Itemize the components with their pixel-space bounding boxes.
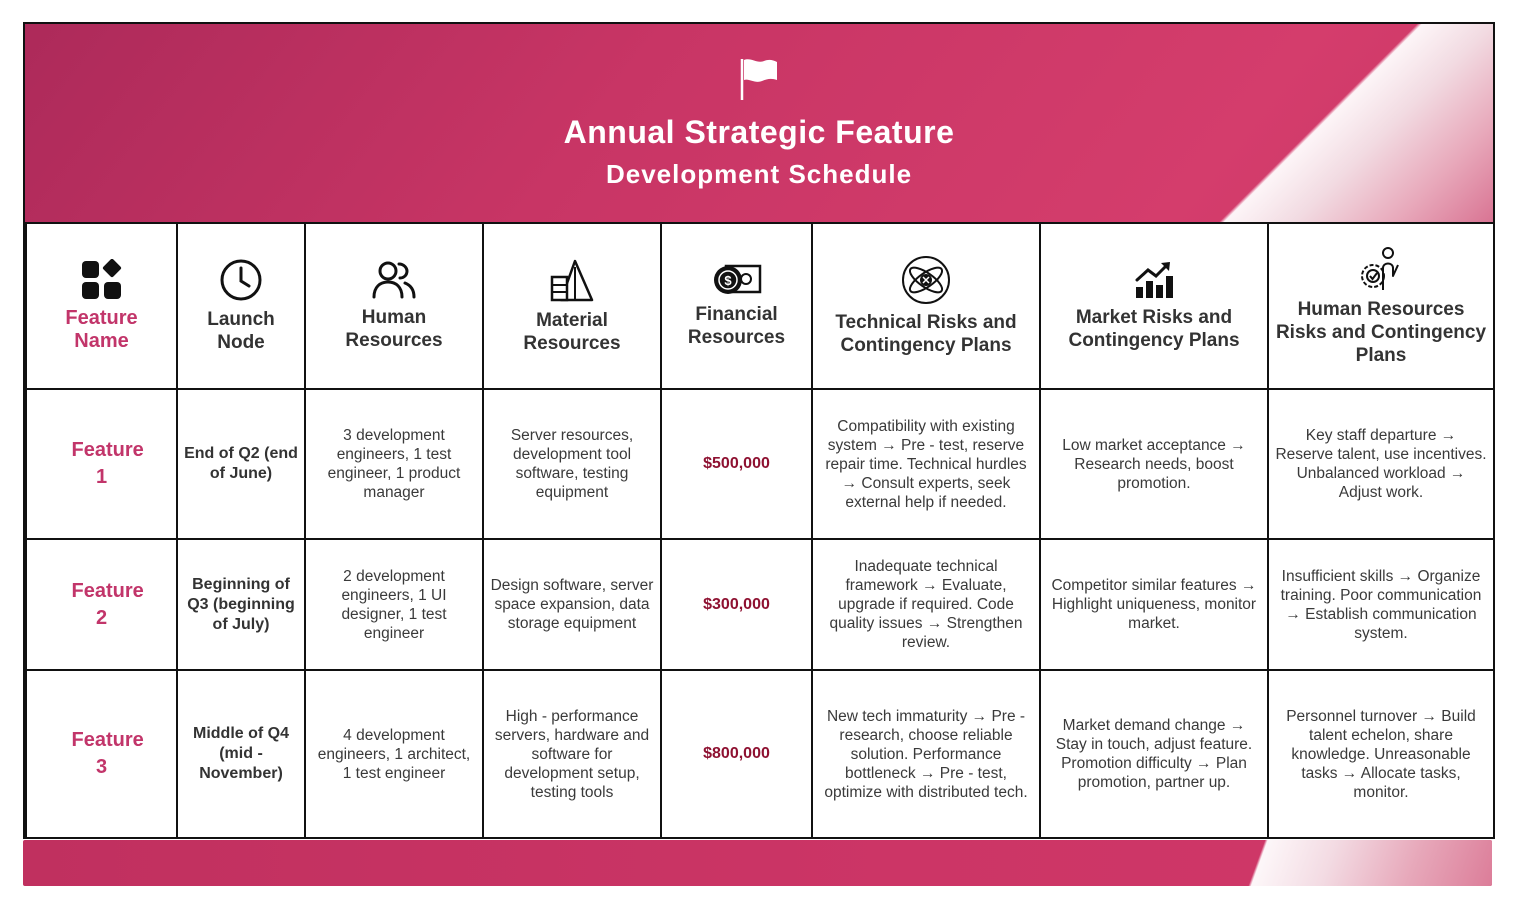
clock-icon	[219, 258, 263, 302]
technical-risk-cell: New tech immaturity → Pre - research, choose reliable solution. Performance bottleneck → Pre - test, optimize with distributed tech.	[812, 670, 1040, 838]
launch-node-cell: End of Q2 (end of June)	[177, 389, 305, 539]
financial-resources-cell: $800,000	[661, 670, 812, 838]
growth-chart-icon	[1134, 260, 1174, 300]
material-resources-cell: Design software, server space expansion, data storage equipment	[483, 539, 661, 670]
financial-resources-cell: $500,000	[661, 389, 812, 539]
human-resources-cell: 4 development engineers, 1 architect, 1 test engineer	[305, 670, 483, 838]
human-resources-cell: 2 development engineers, 1 UI designer, 1 test engineer	[305, 539, 483, 670]
people-icon	[372, 260, 416, 300]
column-label: Launch Node	[207, 309, 275, 353]
cash-icon	[712, 263, 762, 297]
column-header-launch-node	[177, 223, 305, 389]
launch-node-cell: Beginning of Q3 (beginning of July)	[177, 539, 305, 670]
feature-name-cell: Feature 2	[26, 539, 177, 670]
column-label: Human Resources Risks and Contingency Plans	[1275, 298, 1487, 366]
column-header-hr-risks	[1268, 223, 1494, 389]
category-grid-icon	[81, 259, 123, 301]
page-subtitle: Development Schedule	[605, 159, 913, 189]
schedule-table	[25, 222, 1495, 839]
svg-text:$: $	[723, 273, 732, 288]
market-risk-cell: Low market acceptance → Research needs, boost promotion.	[1040, 389, 1268, 539]
column-label: Material Resources	[523, 310, 621, 354]
atom-icon	[901, 255, 951, 305]
column-header-financial-resources	[661, 223, 812, 389]
column-header-material-resources	[483, 223, 661, 389]
column-label: Human Resources	[345, 307, 443, 351]
column-label: Technical Risks and Contingency Plans	[835, 312, 1017, 356]
material-resources-cell: High - performance servers, hardware and software for development setup, testing tools	[483, 670, 661, 838]
human-resources-cell: 3 development engineers, 1 test engineer, 1 product manager	[305, 389, 483, 539]
feature-name-cell: Feature 3	[26, 670, 177, 838]
footer-decoration	[1222, 840, 1492, 886]
column-label: Market Risks and Contingency Plans	[1068, 307, 1240, 351]
feature-name-cell: Feature 1	[26, 389, 177, 539]
launch-node-cell: Middle of Q4 (mid - November)	[177, 670, 305, 838]
market-risk-cell: Market demand change → Stay in touch, adjust feature. Promotion difficulty → Plan promotion, partner up.	[1040, 670, 1268, 838]
column-header-market-risks	[1040, 223, 1268, 389]
hr-risk-cell: Insufficient skills → Organize training. Poor communication → Establish communication system.	[1268, 539, 1494, 670]
column-header-technical-risks	[812, 223, 1040, 389]
column-header-human-resources	[305, 223, 483, 389]
table-row	[26, 670, 1494, 838]
header-row	[26, 223, 1494, 389]
column-header-feature-name	[26, 223, 177, 389]
column-label: Financial Resources	[687, 304, 786, 348]
table-row	[26, 389, 1494, 539]
page-title: Annual Strategic Feature	[563, 114, 955, 150]
table-row	[26, 539, 1494, 670]
title-banner	[25, 24, 1493, 222]
technical-risk-cell: Compatibility with existing system → Pre - test, reserve repair time. Technical hurdles → Consult experts, seek external help if needed.	[812, 389, 1040, 539]
hr-risk-cell: Key staff departure → Reserve talent, use incentives. Unbalanced workload → Adjust work.	[1268, 389, 1494, 539]
material-resources-cell: Server resources, development tool software, testing equipment	[483, 389, 661, 539]
market-risk-cell: Competitor similar features → Highlight uniqueness, monitor market.	[1040, 539, 1268, 670]
financial-resources-cell: $300,000	[661, 539, 812, 670]
hr-risk-cell: Personnel turnover → Build talent echelon, share knowledge. Unreasonable tasks → Allocate tasks, monitor.	[1268, 670, 1494, 838]
materials-icon	[549, 257, 595, 303]
flag-icon	[737, 56, 781, 102]
footer-bar	[23, 840, 1492, 886]
schedule-frame	[23, 22, 1495, 839]
technical-risk-cell: Inadequate technical framework → Evaluate, upgrade if required. Code quality issues → Strengthen review.	[812, 539, 1040, 670]
person-gear-icon	[1359, 246, 1403, 292]
column-label: Feature Name	[65, 307, 138, 352]
